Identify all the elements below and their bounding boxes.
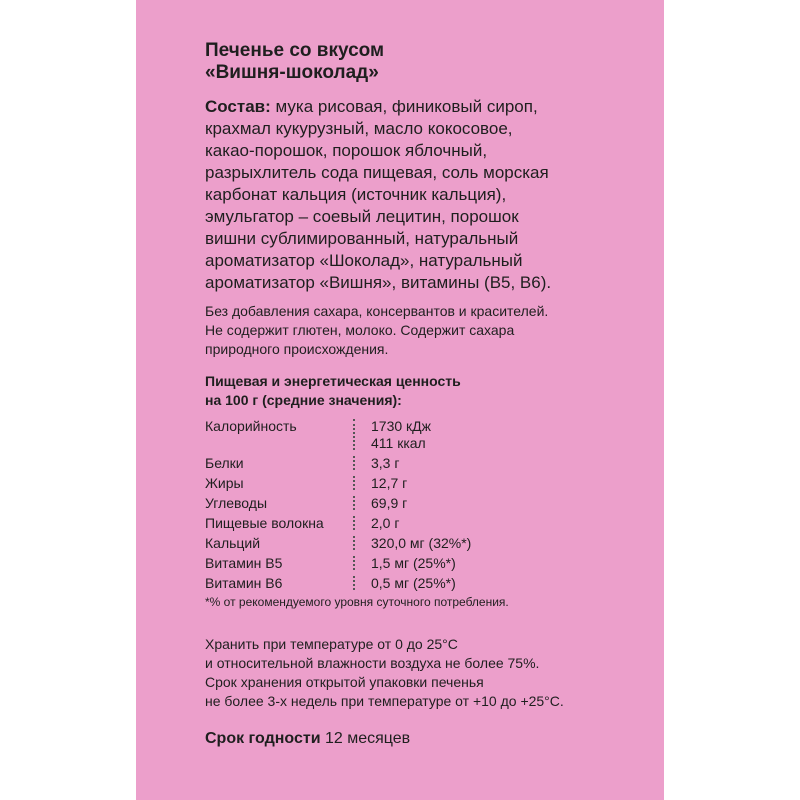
dotted-separator <box>353 476 367 490</box>
composition-line: ароматизатор «Шоколад», натуральный <box>205 251 523 270</box>
nutrition-row-calories <box>205 415 650 452</box>
note-line: природного происхождения. <box>205 341 389 357</box>
storage-line: Хранить при температуре от 0 до 25°С <box>205 636 458 652</box>
composition-line: крахмал кукурузный, масло кокосовое, <box>205 119 513 138</box>
nutrient-name: Жиры <box>205 475 244 491</box>
composition-line: вишни сублимированный, натуральный <box>205 229 519 248</box>
nutrient-value-text: 69,9 г <box>371 495 408 511</box>
nutrition-row <box>205 472 650 492</box>
nutrient-value <box>367 572 456 592</box>
composition-line: какао-порошок, порошок яблочный, <box>205 141 488 160</box>
nutrition-heading <box>205 372 650 410</box>
composition-first-text: мука рисовая, финиковый сироп, <box>270 97 538 116</box>
nutrition-table <box>205 415 650 592</box>
dotted-separator <box>353 419 367 450</box>
note-line: Не содержит глютен, молоко. Содержит сахара <box>205 322 515 338</box>
dotted-separator <box>353 496 367 510</box>
label-card <box>136 0 664 800</box>
nutrition-footnote: *% от рекомендуемого уровня суточного потребления. <box>205 595 509 609</box>
composition-line: карбонат кальция (источник кальция), <box>205 185 507 204</box>
shelf-life <box>205 730 650 748</box>
product-title-line-1: Печенье со вкусом <box>205 40 385 61</box>
nutrition-row <box>205 572 650 592</box>
label-content <box>205 40 650 748</box>
dotted-separator <box>353 516 367 530</box>
composition-label: Состав: <box>205 97 271 116</box>
nutrient-name: Пищевые волокна <box>205 515 324 531</box>
nutrition-row <box>205 552 650 572</box>
storage-line: Срок хранения открытой упаковки печенья <box>205 674 484 690</box>
nutrient-value <box>367 532 471 552</box>
composition-line: эмульгатор – соевый лецитин, порошок <box>205 207 519 226</box>
nutrient-value <box>367 452 399 472</box>
composition-line: ароматизатор «Вишня», витамины (В5, В6). <box>205 273 552 292</box>
nutrient-name: Белки <box>205 455 244 471</box>
note-line: Без добавления сахара, консервантов и красителей. <box>205 303 549 319</box>
nutrient-name: Углеводы <box>205 495 268 511</box>
dotted-separator <box>353 536 367 550</box>
nutrition-heading-line-2: на 100 г (средние значения): <box>205 392 402 408</box>
nutrient-name: Витамин В6 <box>205 575 283 591</box>
storage-line: не более 3-х недель при температуре от +10 до +25°С. <box>205 693 564 709</box>
storage-conditions <box>205 635 650 711</box>
nutrient-value-text: 0,5 мг (25%*) <box>371 575 456 591</box>
dotted-separator <box>353 556 367 570</box>
composition-first-line <box>205 96 650 118</box>
product-title <box>205 40 650 84</box>
nutrient-value <box>367 552 456 572</box>
nutrient-value-text: 2,0 г <box>371 515 400 531</box>
nutrient-name: Калорийность <box>205 418 297 434</box>
shelf-life-value: 12 месяцев <box>320 730 411 747</box>
nutrition-heading-line-1: Пищевая и энергетическая ценность <box>205 373 461 389</box>
composition-block <box>205 96 650 294</box>
free-from-note <box>205 302 650 359</box>
nutrient-value-text: 12,7 г <box>371 475 408 491</box>
nutrition-row <box>205 512 650 532</box>
product-title-line-2: «Вишня-шоколад» <box>205 62 379 83</box>
nutrient-value-text: 320,0 мг (32%*) <box>371 535 472 551</box>
shelf-life-label: Срок годности <box>205 730 321 747</box>
storage-line: и относительной влажности воздуха не более 75%. <box>205 655 540 671</box>
nutrient-name: Кальций <box>205 535 261 551</box>
dotted-separator <box>353 576 367 590</box>
nutrient-value-text: 3,3 г <box>371 455 400 471</box>
composition-line: разрыхлитель сода пищевая, соль морская <box>205 163 549 182</box>
nutrient-value-kj: 1730 кДж <box>371 418 432 434</box>
nutrient-value <box>367 512 399 532</box>
nutrition-row <box>205 452 650 472</box>
nutrient-value-kcal: 411 ккал <box>371 435 426 451</box>
nutrient-value <box>367 472 407 492</box>
nutrient-value-text: 1,5 мг (25%*) <box>371 555 456 571</box>
nutrient-value <box>367 492 407 512</box>
dotted-separator <box>353 456 367 470</box>
nutrient-name: Витамин В5 <box>205 555 283 571</box>
nutrition-row <box>205 492 650 512</box>
nutrient-value <box>367 415 431 452</box>
nutrition-row <box>205 532 650 552</box>
